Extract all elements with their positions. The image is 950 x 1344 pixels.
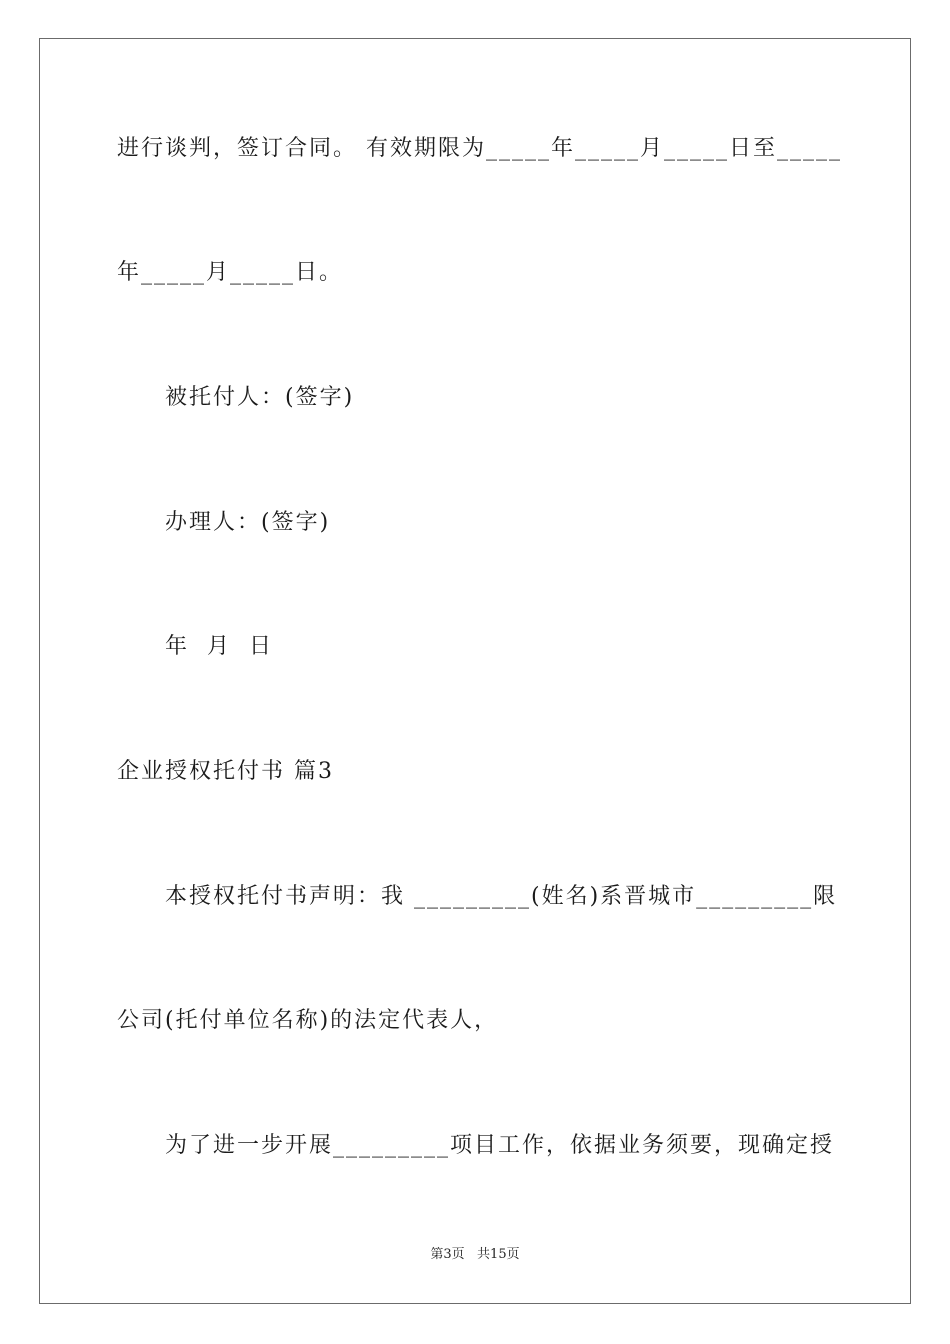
signature-line-entrusted: 被托付人：(签字) (165, 385, 355, 410)
body-line-declaration: 本授权托付书声明：我 _________(姓名)系晋城市_________限 (165, 884, 838, 909)
date-line: 年 月 日 (165, 634, 273, 659)
body-line-1: 进行谈判，签订合同。 有效期限为_____年_____月_____日至_____ (117, 136, 842, 161)
section-heading: 企业授权托付书 篇3 (117, 759, 334, 784)
page-border (39, 38, 911, 1304)
body-line-project: 为了进一步开展_________项目工作，依据业务须要，现确定授 (165, 1133, 835, 1158)
body-line-2: 年_____月_____日。 (117, 260, 344, 285)
signature-line-handler: 办理人：(签字) (165, 510, 331, 535)
page-footer: 第3页 共15页 (430, 1247, 520, 1262)
body-line-company: 公司(托付单位名称)的法定代表人， (117, 1008, 499, 1033)
